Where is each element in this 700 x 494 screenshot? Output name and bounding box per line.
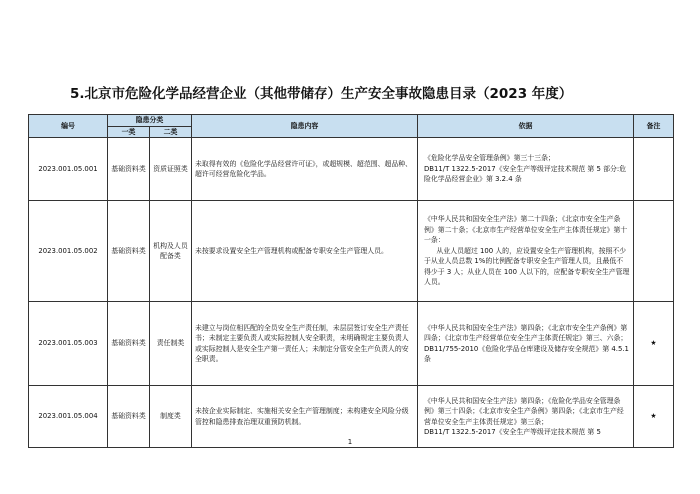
document-title: 5.北京市危险化学品经营企业（其他带储存）生产安全事故隐患目录（2023 年度） bbox=[70, 86, 573, 102]
row-remark bbox=[634, 138, 674, 201]
row-code: 2023.001.05.004 bbox=[29, 386, 108, 448]
row-level1: 基础资料类 bbox=[108, 302, 150, 386]
page-number: 1 bbox=[347, 438, 353, 446]
row-basis bbox=[418, 138, 634, 201]
basis-line: DB11/T 1322.5-2017《安全生产等级评定技术规范 第 5 bbox=[424, 428, 601, 436]
header-content: 隐患内容 bbox=[192, 115, 418, 138]
basis-line: 《中华人民共和国安全生产法》第四条；《危险化学品安全管理条例》第三十四条；《北京市安全生产条例》第四条；《北京市生产经营单位安全生产主体责任规定》第三条； bbox=[424, 396, 624, 426]
header-level2: 二类 bbox=[150, 126, 192, 138]
header-level1: 一类 bbox=[108, 126, 150, 138]
table-row bbox=[29, 302, 674, 386]
table-row bbox=[29, 138, 674, 201]
row-content: 未建立与岗位相匹配的全员安全生产责任制，未层层签订安全生产责任书；未制定主要负责人或实际控制人安全职责，未明确规定主要负责人或实际控制人是安全生产第一责任人；未制定分管安全生产负责人的安全职责。 bbox=[192, 302, 418, 386]
row-content: 未按要求设置安全生产管理机构或配备专职安全生产管理人员。 bbox=[192, 201, 418, 302]
header-category: 隐患分类 bbox=[108, 115, 192, 127]
basis-line: 《危险化学品安全管理条例》第三十三条； bbox=[424, 154, 555, 163]
row-code: 2023.001.05.002 bbox=[29, 201, 108, 302]
header-basis: 依据 bbox=[418, 115, 634, 138]
basis-line: 从业人员超过 100 人的，应设置安全生产管理机构，按照不少于从业人员总数 1%的比例配备专职安全生产管理人员，且最低不得少于 3 人；从业人员在 100 人以下的，应配备专职安全生产管理人员。 bbox=[424, 246, 630, 287]
row-content: 未取得有效的《危险化学品经营许可证》，或超规模、超范围、超品种、超许可经营危险化学品。 bbox=[192, 138, 418, 201]
row-remark bbox=[634, 201, 674, 302]
hazard-table bbox=[28, 114, 674, 448]
row-level2: 机构及人员配备类 bbox=[150, 201, 192, 302]
row-basis bbox=[418, 302, 634, 386]
row-level1: 基础资料类 bbox=[108, 201, 150, 302]
basis-line: 《中华人民共和国安全生产法》第二十四条；《北京市安全生产条例》第二十条；《北京市生产经营单位安全生产主体责任规定》第十一条： bbox=[424, 215, 628, 245]
row-code: 2023.001.05.003 bbox=[29, 302, 108, 386]
header-code: 编号 bbox=[29, 115, 108, 138]
row-content: 未按企业实际制定、实施相关安全生产管理制度；未构建安全风险分级管控和隐患排查治理双重预防机制。 bbox=[192, 386, 418, 448]
row-level2: 资质证照类 bbox=[150, 138, 192, 201]
header-remark: 备注 bbox=[634, 115, 674, 138]
row-remark-star: ★ bbox=[634, 386, 674, 448]
row-code: 2023.001.05.001 bbox=[29, 138, 108, 201]
basis-line: 《中华人民共和国安全生产法》第四条；《北京市安全生产条例》第四条；《北京市生产经营单位安全生产主体责任规定》第三、六条； bbox=[424, 323, 628, 342]
table-row bbox=[29, 201, 674, 302]
basis-line: DB11/755-2010《危险化学品仓库建设及储存安全规范》第 4.5.1 条 bbox=[424, 344, 629, 363]
row-level2: 责任制类 bbox=[150, 302, 192, 386]
row-basis bbox=[418, 201, 634, 302]
basis-line: DB11/T 1322.5-2017《安全生产等级评定技术规范 第 5 部分:危险化学品经营企业》第 3.2.4 条 bbox=[424, 164, 627, 184]
row-remark-star: ★ bbox=[634, 302, 674, 386]
row-level1: 基础资料类 bbox=[108, 386, 150, 448]
row-level2: 制度类 bbox=[150, 386, 192, 448]
row-level1: 基础资料类 bbox=[108, 138, 150, 201]
